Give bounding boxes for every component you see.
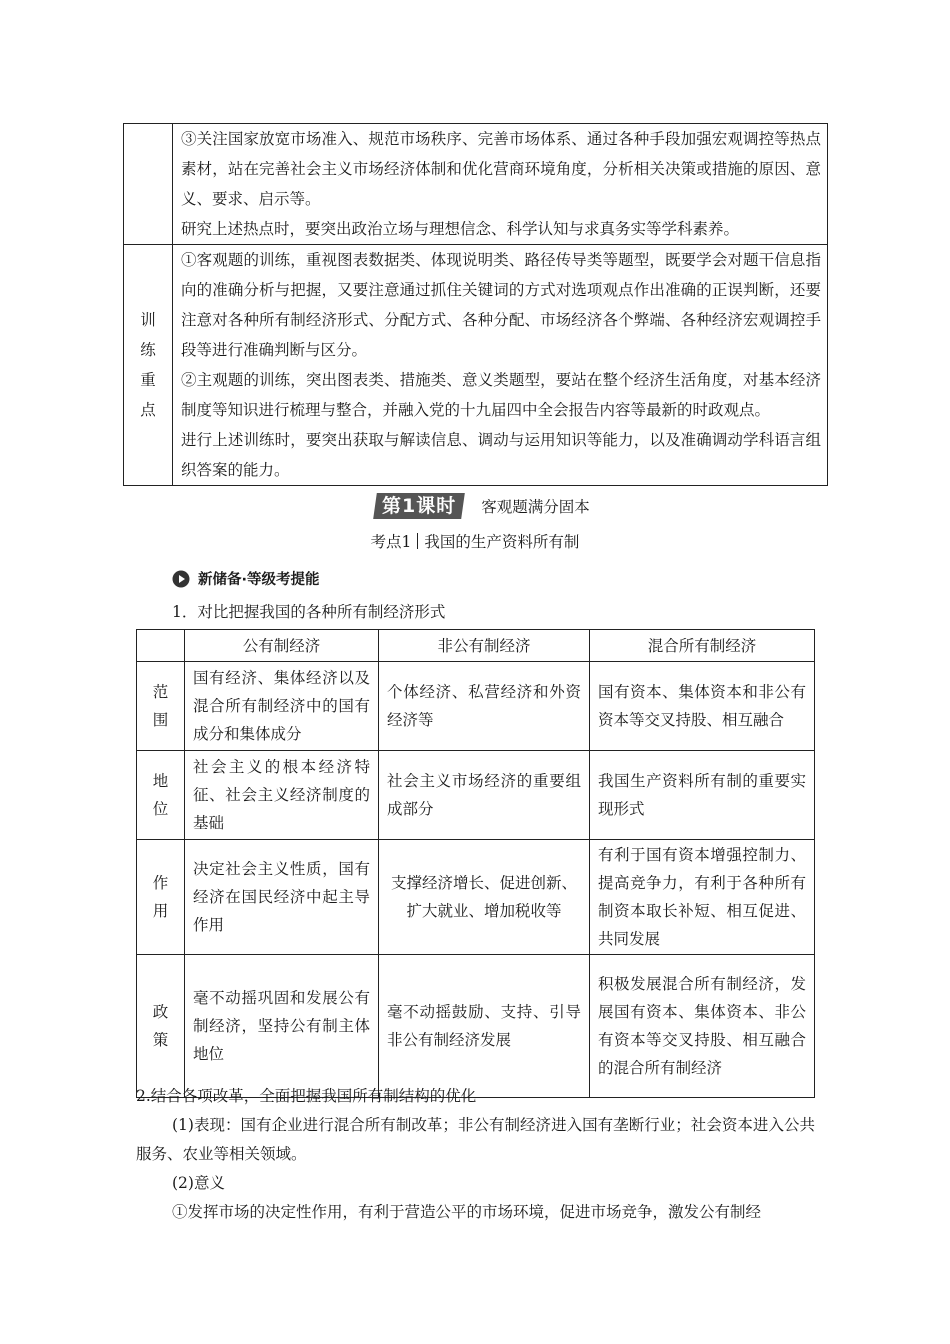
play-circle-icon: [172, 570, 190, 588]
header-cell: 混合所有制经济: [590, 630, 815, 662]
label-char: 作: [152, 874, 169, 892]
training-focus-table: [123, 123, 828, 486]
row-label: [137, 662, 185, 751]
paragraph: ①发挥市场的决定性作用，有利于营造公平的市场环境，促进市场竞争，激发公有制经: [172, 1203, 762, 1221]
label-char: 策: [152, 1031, 169, 1049]
table-header-row: [137, 630, 815, 662]
lesson-badge-text: 第1课时: [382, 495, 457, 517]
paragraph: ②主观题的训练，突出图表类、措施类、意义类题型，要站在整个经济生活角度，对基本经济制度等知识进行梳理与整合，并融入党的十九届四中全会报告内容等最新的时政观点。: [181, 371, 821, 419]
table-cell: 支撑经济增长、促进创新、扩大就业、增加税收等: [379, 840, 590, 955]
table-row: [137, 751, 815, 840]
paragraph: ①客观题的训练，重视图表数据类、体现说明类、路径传导类等题型，既要学会对题干信息指向的准确分析与把握，又要注意通过抓住关键词的方式对选项观点作出准确的正误判断，还要注意对各种所有制经济形式、分配方式、各种分配、市场经济各个弊端、各种经济宏观调控手段等进行准确判断与区分。: [181, 251, 821, 359]
lesson-subtitle: 客观题满分固本: [481, 498, 590, 516]
paragraph: ③关注国家放宽市场准入、规范市场秩序、完善市场体系、通过各种手段加强宏观调控等热点素材，站在完善社会主义市场经济体制和优化营商环境角度，分析相关决策或措施的原因、意义、要求、启示等。: [181, 130, 821, 208]
table-cell: 社会主义的根本经济特征、社会主义经济制度的基础: [185, 751, 379, 840]
table-row: [124, 245, 828, 486]
paragraph: 研究上述热点时，要突出政治立场与理想信念、科学认知与求真务实等学科素养。: [181, 220, 740, 238]
table-row: [124, 124, 828, 245]
row-label: [124, 124, 173, 245]
table-row: [137, 840, 815, 955]
table-cell: 有利于国有资本增强控制力、提高竞争力，有利于各种所有制资本取长补短、相互促进、共同发展: [590, 840, 815, 955]
table-cell: 毫不动摇巩固和发展公有制经济，坚持公有制主体地位: [185, 955, 379, 1098]
label-char: 重: [140, 371, 156, 389]
label-char: 围: [152, 711, 169, 729]
paragraph: 进行上述训练时，要突出获取与解读信息、调动与运用知识等能力，以及准确调动学科语言组织答案的能力。: [181, 431, 821, 479]
divider: [417, 533, 418, 549]
section-title: 新储备·等级考提能: [198, 572, 320, 588]
table-cell: 个体经济、私营经济和外资经济等: [379, 662, 590, 751]
table-cell: 国有经济、集体经济以及混合所有制经济中的国有成分和集体成分: [185, 662, 379, 751]
lesson-badge: [373, 493, 465, 519]
item-heading: 1．对比把握我国的各种所有制经济形式: [172, 603, 446, 621]
table-cell: 决定社会主义性质，国有经济在国民经济中起主导作用: [185, 840, 379, 955]
label-char: 点: [140, 401, 156, 419]
row-label: [137, 840, 185, 955]
section-heading: [172, 568, 320, 589]
table-cell: 社会主义市场经济的重要组成部分: [379, 751, 590, 840]
label-char: 范: [152, 683, 169, 701]
table-cell: 国有资本、集体资本和非公有资本等交叉持股、相互融合: [590, 662, 815, 751]
paragraph: (1)表现：国有企业进行混合所有制改革；非公有制经济进入国有垄断行业；社会资本进入公共服务、农业等相关领域。: [136, 1116, 815, 1163]
row-label: [137, 751, 185, 840]
header-cell: 公有制经济: [185, 630, 379, 662]
kaodian-label: 考点1: [370, 533, 412, 551]
row-label: [137, 955, 185, 1098]
lesson-heading: [375, 492, 590, 520]
table-row: [137, 955, 815, 1098]
header-cell: [137, 630, 185, 662]
table-row: [137, 662, 815, 751]
row-content: [173, 124, 828, 245]
ownership-comparison-table: [136, 629, 815, 1098]
table-cell: 我国生产资料所有制的重要实现形式: [590, 751, 815, 840]
label-char: 位: [152, 800, 169, 818]
table-cell: 毫不动摇鼓励、支持、引导非公有制经济发展: [379, 955, 590, 1098]
row-label-training-focus: [124, 245, 173, 486]
kaodian-heading: [0, 530, 950, 552]
label-char: 政: [152, 1003, 169, 1021]
row-content: [173, 245, 828, 486]
paragraph: (2)意义: [172, 1174, 225, 1192]
table-cell: 积极发展混合所有制经济，发展国有资本、集体资本、非公有资本等交叉持股、相互融合的混合所有制经济: [590, 955, 815, 1098]
item-heading: 2.结合各项改革，全面把握我国所有制结构的优化: [136, 1087, 477, 1105]
header-cell: 非公有制经济: [379, 630, 590, 662]
label-char: 用: [152, 902, 169, 920]
label-char: 地: [152, 772, 169, 790]
label-char: 练: [140, 341, 156, 359]
kaodian-title: 我国的生产资料所有制: [424, 533, 580, 551]
label-char: 训: [140, 311, 156, 329]
